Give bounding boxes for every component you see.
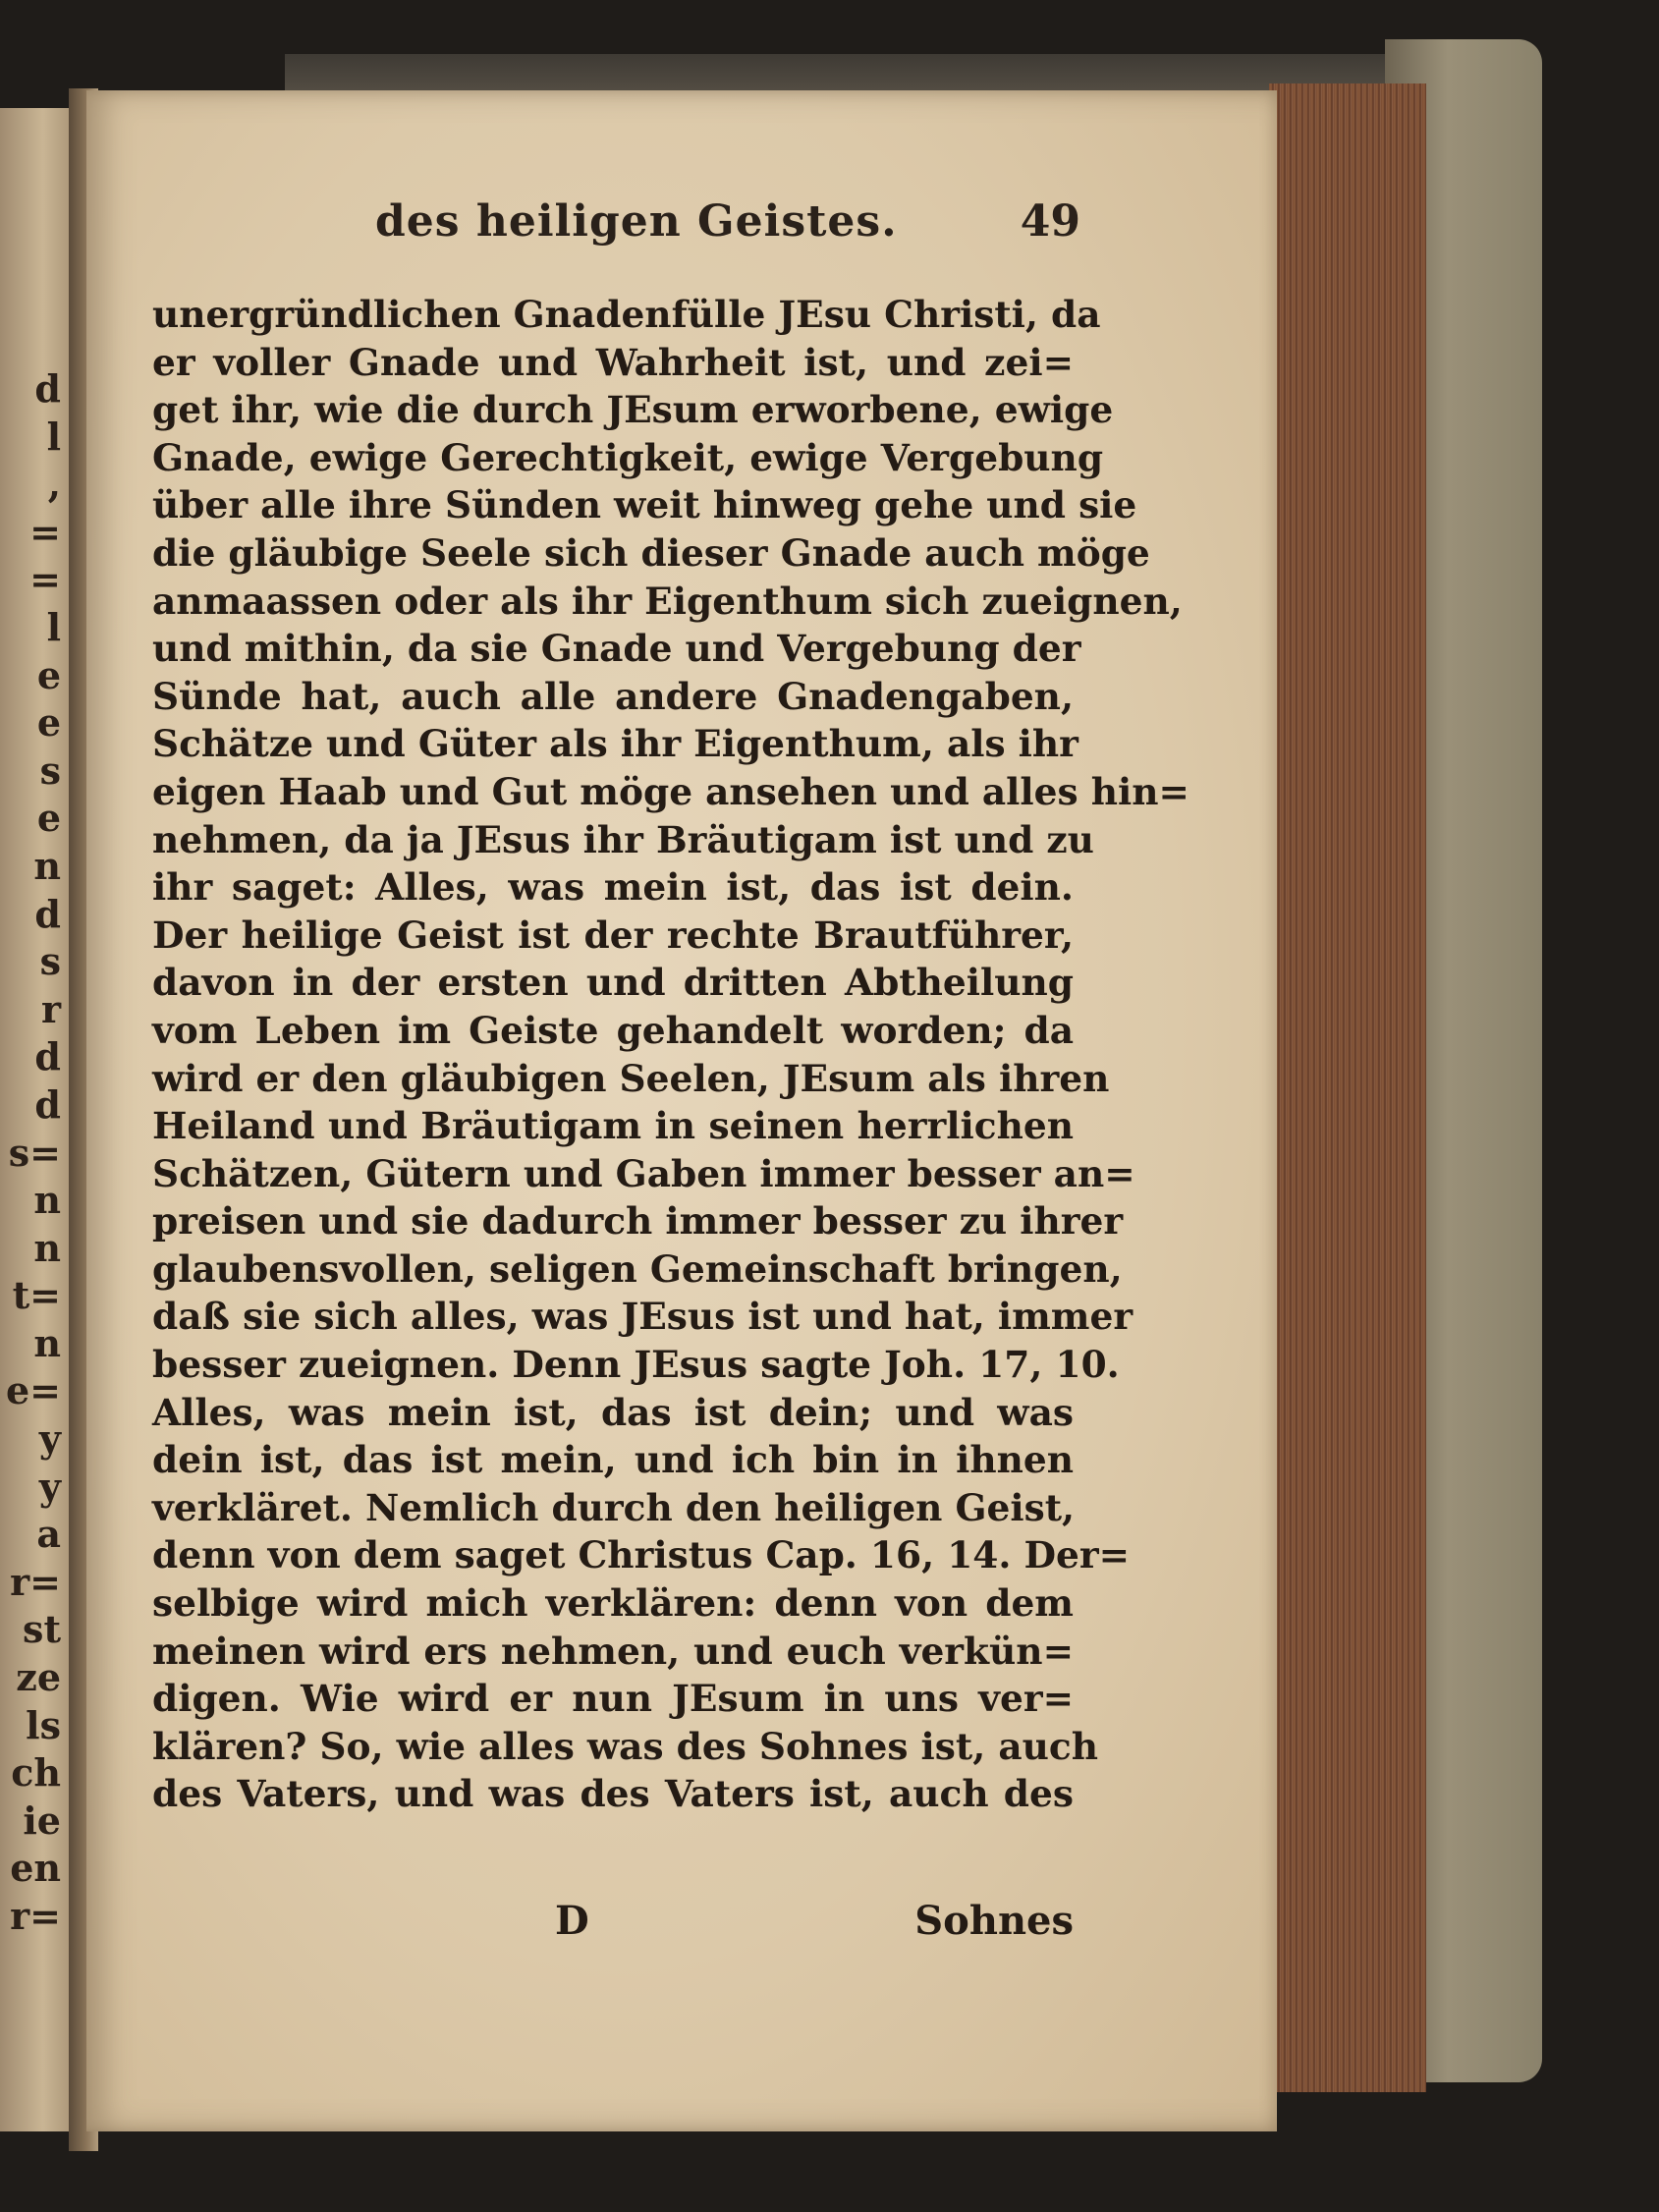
text-line: besser zueignen. Denn JEsus sagte Joh. 17, 10. <box>152 1343 1120 1387</box>
text-line: denn von dem saget Christus Cap. 16, 14. Der= <box>152 1533 1131 1577</box>
left-fragment: r <box>40 986 61 1031</box>
text-line: selbige wird mich verklären: denn von dem <box>152 1581 1074 1626</box>
text-line: dein ist, das ist mein, und ich bin in ihnen <box>152 1438 1074 1482</box>
text-line: wird er den gläubigen Seelen, JEsum als ihren <box>152 1056 1110 1100</box>
text-line: des Vaters, und was des Vaters ist, auch des <box>152 1772 1074 1816</box>
left-fragment: l <box>46 604 61 649</box>
left-fragment: n <box>33 843 61 888</box>
text-line: nehmen, da ja JEsus ihr Bräutigam ist und zu <box>152 817 1094 861</box>
text-line: und mithin, da sie Gnade und Vergebung der <box>152 627 1081 671</box>
left-page-fragments <box>0 365 61 1941</box>
left-fragment: l <box>46 414 61 459</box>
left-fragment: e <box>36 652 61 697</box>
left-fragment: r= <box>10 1559 61 1604</box>
left-fragment: s= <box>8 1130 61 1175</box>
left-fragment: n <box>33 1320 61 1365</box>
text-line: die gläubige Seele sich dieser Gnade auch möge <box>152 530 1150 575</box>
body-text <box>152 291 1189 1818</box>
catchword: Sohnes <box>914 1898 1074 1944</box>
text-line: digen. Wie wird er nun JEsum in uns ver= <box>152 1677 1074 1721</box>
text-line: Gnade, ewige Gerechtigkeit, ewige Vergebung <box>152 435 1104 479</box>
text-line: daß sie sich alles, was JEsus ist und hat, immer <box>152 1295 1134 1339</box>
left-fragment: e <box>36 796 61 841</box>
left-fragment: st <box>23 1607 61 1652</box>
left-fragment: ch <box>11 1750 61 1796</box>
left-fragment: = <box>29 509 61 554</box>
running-head: des heiligen Geistes. <box>375 196 898 247</box>
text-line: Sünde hat, auch alle andere Gnadengaben, <box>152 674 1074 718</box>
left-fragment: t= <box>12 1273 61 1318</box>
text-line: eigen Haab und Gut möge ansehen und alles hin= <box>152 769 1189 813</box>
left-fragment: s <box>39 747 61 793</box>
text-line: davon in der ersten und dritten Abtheilung <box>152 961 1074 1005</box>
left-fragment: ze <box>16 1655 61 1700</box>
text-line: meinen wird ers nehmen, und euch verkün= <box>152 1629 1074 1673</box>
text-line: ihr saget: Alles, was mein ist, das ist dein. <box>152 865 1074 910</box>
left-fragment: s <box>39 939 61 984</box>
left-fragment: e <box>36 700 61 746</box>
left-fragment: en <box>10 1846 61 1891</box>
left-fragment: n <box>33 1225 61 1270</box>
text-line: Heiland und Bräutigam in seinen herrlichen <box>152 1104 1074 1148</box>
catchline <box>152 1898 1074 1947</box>
left-fragment: y <box>38 1464 61 1509</box>
text-line: vom Leben im Geiste gehandelt worden; da <box>152 1008 1074 1052</box>
left-fragment: r= <box>10 1894 61 1938</box>
left-fragment: , <box>47 462 61 507</box>
page-edges <box>1269 83 1426 2092</box>
text-line: preisen und sie dadurch immer besser zu ihrer <box>152 1199 1124 1244</box>
text-line: über alle ihre Sünden weit hinweg gehe und sie <box>152 483 1137 527</box>
text-line: Alles, was mein ist, das ist dein; und was <box>152 1390 1074 1434</box>
left-fragment: ie <box>23 1797 61 1843</box>
text-line: Der heilige Geist ist der rechte Brautführer, <box>152 912 1074 957</box>
text-line: Schätzen, Gütern und Gaben immer besser an= <box>152 1151 1135 1195</box>
text-line: get ihr, wie die durch JEsum erworbene, ewige <box>152 388 1114 432</box>
left-fragment: d <box>34 891 61 936</box>
text-line: Schätze und Güter als ihr Eigenthum, als ihr <box>152 722 1078 766</box>
left-fragment: = <box>29 557 61 602</box>
text-line: anmaassen oder als ihr Eigenthum sich zueignen, <box>152 579 1183 623</box>
page-number: 49 <box>1020 196 1080 247</box>
left-fragment: a <box>36 1512 61 1557</box>
signature-mark: D <box>555 1898 589 1944</box>
left-page-edge <box>0 108 79 2131</box>
left-fragment: d <box>34 1081 61 1127</box>
left-fragment: e= <box>5 1368 61 1413</box>
text-line: glaubensvollen, seligen Gemeinschaft bringen, <box>152 1246 1123 1291</box>
left-fragment: ls <box>26 1702 61 1747</box>
left-fragment: n <box>33 1178 61 1223</box>
text-line: unergründlichen Gnadenfülle JEsu Christi, da <box>152 293 1101 336</box>
left-fragment: y <box>38 1416 61 1462</box>
left-fragment: d <box>34 1034 61 1079</box>
text-line: verkläret. Nemlich durch den heiligen Geist, <box>152 1485 1076 1529</box>
text-line: er voller Gnade und Wahrheit ist, und zei= <box>152 340 1074 384</box>
text-line: klären? So, wie alles was des Sohnes ist, auch <box>152 1724 1098 1768</box>
left-fragment: d <box>34 366 61 411</box>
